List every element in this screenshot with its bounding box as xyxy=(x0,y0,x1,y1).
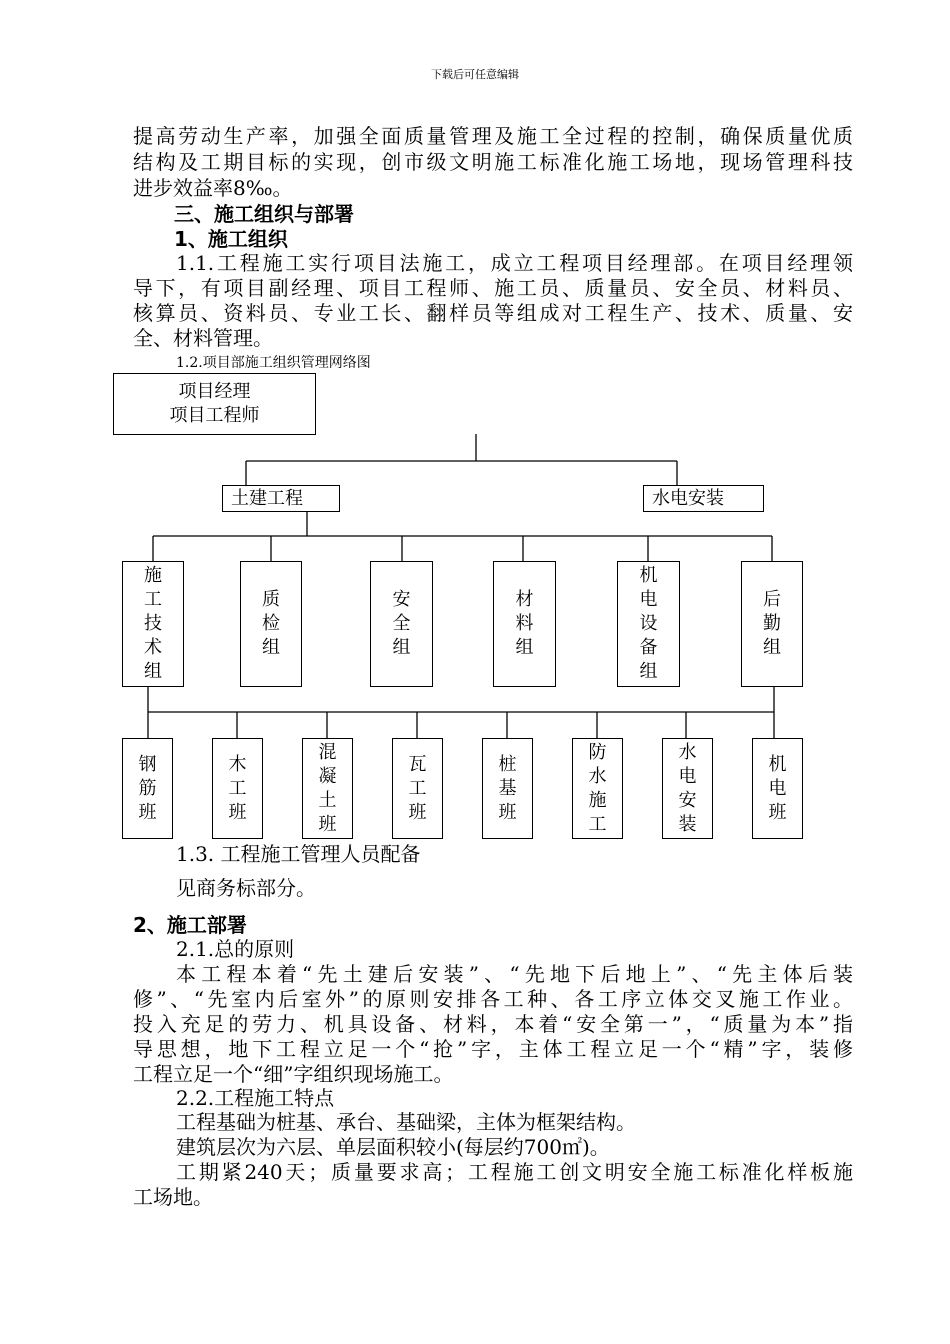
org-qc-group: 质 检 组 xyxy=(240,561,302,687)
item-2-1: 2.1.总的原则 xyxy=(176,937,295,961)
para1-line-3: 进步效益率8‰。 xyxy=(133,176,293,200)
para-1-1-line-3: 核算员、资料员、专业工长、翻样员等组成对工程生产、技术、质量、安 xyxy=(133,301,853,325)
para-2-1-line-3: 投入充足的劳力、机具设备、材料，本着“安全第一”，“质量为本”指 xyxy=(133,1012,853,1036)
org-safety-group: 安 全 组 xyxy=(370,561,433,687)
item-2-2: 2.2.工程施工特点 xyxy=(176,1086,335,1110)
org-plumbing-team: 水 电 安 装 xyxy=(662,738,713,839)
para1-line-1: 提高劳动生产率，加强全面质量管理及施工全过程的控制，确保质量优质 xyxy=(133,124,853,148)
org-material-group: 材 料 组 xyxy=(493,561,556,687)
para-2-2-line-3: 工期紧240天；质量要求高；工程施工创文明安全施工标准化样板施 xyxy=(176,1160,853,1184)
org-electromech-team: 机 电 班 xyxy=(752,738,803,839)
org-hydro-electric: 水电安装 xyxy=(643,485,764,512)
org-carpentry-team: 木 工 班 xyxy=(212,738,263,839)
para-2-2-line-1: 工程基础为桩基、承台、基础梁，主体为框架结构。 xyxy=(176,1110,636,1134)
page-header: 下载后可任意编辑 xyxy=(431,68,519,81)
para-2-1-line-4: 导思想，地下工程立足一个“抢”字，主体工程立足一个“精”字，装修 xyxy=(133,1037,853,1061)
item-1-3: 1.3. 工程施工管理人员配备 xyxy=(176,842,421,866)
caption-1-2: 1.2.项目部施工组织管理网络图 xyxy=(176,355,371,371)
org-pile-team: 桩 基 班 xyxy=(482,738,533,839)
item-1-3-body: 见商务标部分。 xyxy=(176,876,316,900)
org-rebar-team: 钢 筋 班 xyxy=(122,738,173,839)
para-2-2-line-4: 工场地。 xyxy=(133,1185,213,1209)
sub2-title: 2、施工部署 xyxy=(133,913,247,937)
org-logistics-group: 后 勤 组 xyxy=(741,561,803,687)
para-2-2-line-2: 建筑层次为六层、单层面积较小(每层约700㎡)。 xyxy=(176,1135,610,1159)
org-civil-engineering: 土建工程 xyxy=(222,485,340,512)
para-1-1-line-1: 1.1.工程施工实行项目法施工，成立工程项目经理部。在项目经理领 xyxy=(176,251,853,275)
para-2-1-line-2: 修”、“先室内后室外”的原则安排各工种、各工序立体交叉施工作业。 xyxy=(133,987,853,1011)
org-waterproof-team: 防 水 施 工 xyxy=(572,738,623,839)
para-1-1-line-4: 全、材料管理。 xyxy=(133,326,273,350)
para-2-1-line-5: 工程立足一个“细”字组织现场施工。 xyxy=(133,1062,454,1086)
section3-title: 三、施工组织与部署 xyxy=(174,202,354,226)
sub1-title: 1、施工组织 xyxy=(174,227,288,251)
org-tech-group: 施 工 技 术 组 xyxy=(122,561,184,687)
org-equipment-group: 机 电 设 备 组 xyxy=(617,561,680,687)
para-2-1-line-1: 本工程本着“先土建后安装”、“先地下后地上”、“先主体后装 xyxy=(176,962,853,986)
org-masonry-team: 瓦 工 班 xyxy=(392,738,443,839)
para1-line-2: 结构及工期目标的实现，创市级文明施工标准化施工场地，现场管理科技 xyxy=(133,150,853,174)
org-project-manager: 项目经理 项目工程师 xyxy=(113,373,316,435)
para-1-1-line-2: 导下，有项目副经理、项目工程师、施工员、质量员、安全员、材料员、 xyxy=(133,276,853,300)
org-concrete-team: 混 凝 土 班 xyxy=(302,738,353,839)
